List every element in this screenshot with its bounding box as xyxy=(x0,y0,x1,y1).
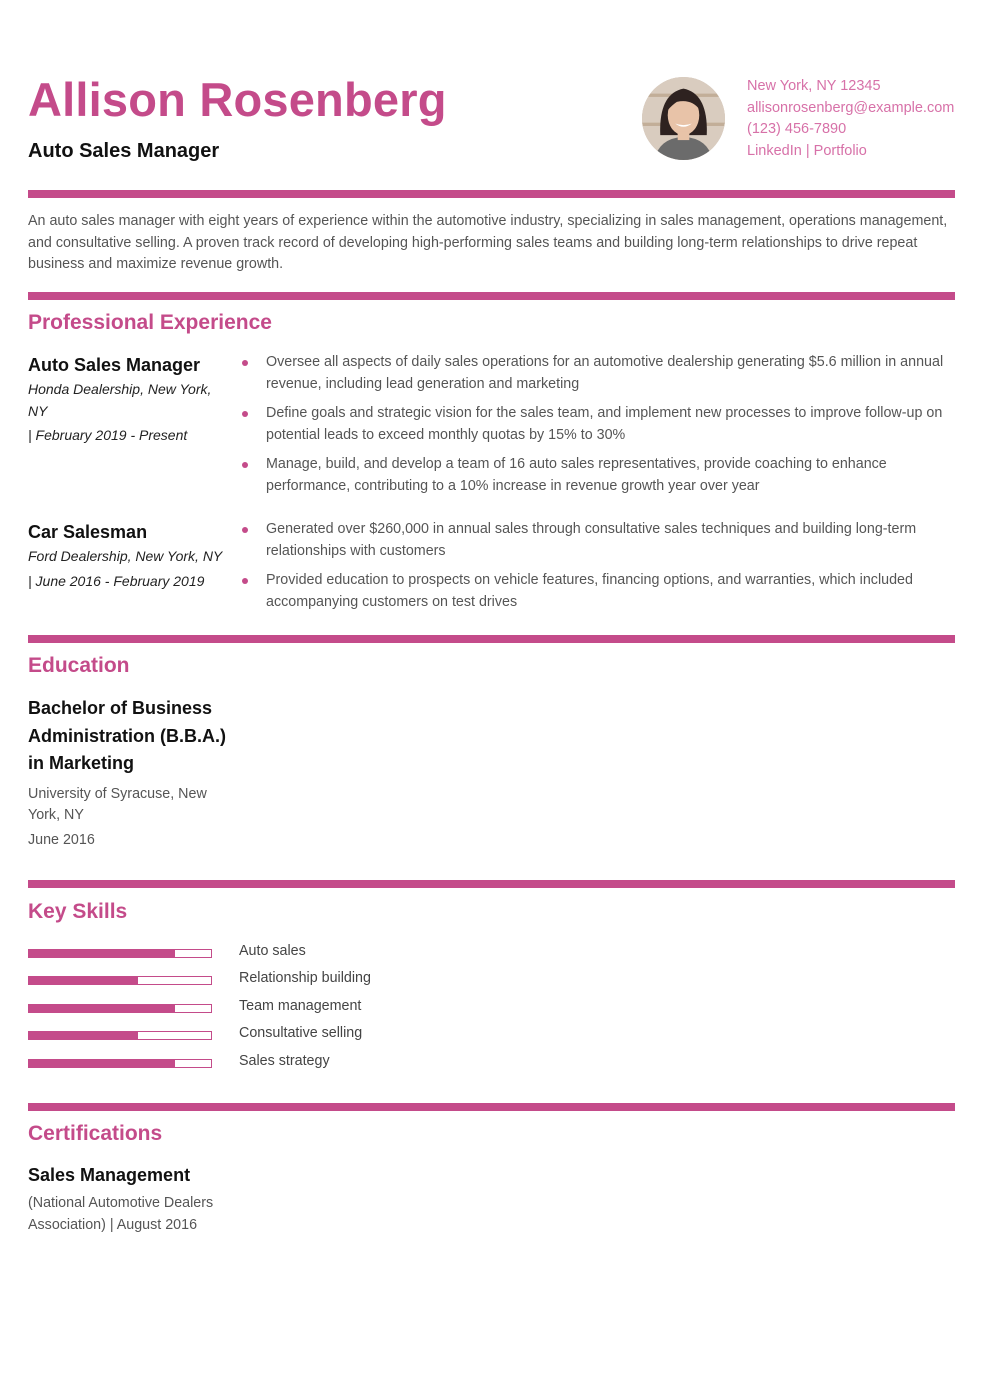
bullet-icon xyxy=(242,462,248,468)
skill-level-fill xyxy=(29,1032,138,1039)
job-bullet xyxy=(242,352,958,395)
summary-text: An auto sales manager with eight years of experience within the automotive industry, specializing in sales management, operations management, and consultative selling. A proven track record of developing high-performing sales teams and building long-term relationships to drive repeat business and maximize revenue growth. xyxy=(28,213,948,272)
bullet-text: Provided education to prospects on vehicle features, financing options, and warranties, which included accompanying customers on test drives xyxy=(266,572,913,610)
skill-level-bar xyxy=(28,1059,212,1068)
job-bullet xyxy=(242,403,958,446)
contact-email[interactable]: allisonrosenberg@example.com xyxy=(747,99,955,116)
skill-item xyxy=(28,1054,428,1081)
job-bullet xyxy=(242,519,958,562)
education-degree: Bachelor of Business Administration (B.B.A.) in Marketing xyxy=(28,698,226,773)
job-title: Car Salesman xyxy=(28,522,148,542)
skills-heading: Key Skills xyxy=(28,900,128,923)
job-bullets xyxy=(242,352,958,505)
job-entry xyxy=(28,353,228,447)
certification-entry xyxy=(28,1163,228,1236)
candidate-title: Auto Sales Manager xyxy=(28,140,220,162)
bullet-text: Oversee all aspects of daily sales operations for an automotive dealership generating $5.6 million in annual revenue, including lead generation and marketing xyxy=(266,354,944,392)
section-divider xyxy=(28,880,955,888)
section-divider xyxy=(28,635,955,643)
skill-level-bar xyxy=(28,1031,212,1040)
skill-level-fill xyxy=(29,1005,175,1012)
job-bullet xyxy=(242,454,958,497)
skills-list xyxy=(28,944,428,1081)
skill-item xyxy=(28,971,428,998)
job-company: Ford Dealership, New York, NY xyxy=(28,548,223,564)
skill-label: Relationship building xyxy=(239,970,371,987)
contact-location: New York, NY 12345 xyxy=(747,78,881,94)
job-title: Auto Sales Manager xyxy=(28,355,201,375)
bullet-text: Generated over $260,000 in annual sales through consultative sales techniques and building long-term relationships with customers xyxy=(266,521,917,559)
profile-photo xyxy=(642,77,725,160)
section-divider xyxy=(28,292,955,300)
education-date: June 2016 xyxy=(28,831,95,848)
skill-level-fill xyxy=(29,1060,175,1067)
contact-info xyxy=(747,76,954,162)
skill-label: Consultative selling xyxy=(239,1025,363,1042)
section-divider xyxy=(28,190,955,198)
skill-label: Team management xyxy=(239,997,362,1014)
bullet-icon xyxy=(242,578,248,584)
skill-level-bar xyxy=(28,976,212,985)
bullet-icon xyxy=(242,411,248,417)
bullet-icon xyxy=(242,527,248,533)
skill-level-fill xyxy=(29,950,175,957)
contact-phone: (123) 456-7890 xyxy=(747,121,847,137)
certification-title: Sales Management xyxy=(28,1165,191,1185)
certification-detail: (National Automotive Dealers Association) | August 2016 xyxy=(28,1195,214,1233)
candidate-name: Allison Rosenberg xyxy=(28,73,447,126)
skill-level-bar xyxy=(28,1004,212,1013)
bullet-text: Define goals and strategic vision for the sales team, and implement new processes to improve follow-up on potential leads to exceed monthly quotas by 15% to 30% xyxy=(266,405,943,443)
skill-level-fill xyxy=(29,977,138,984)
education-heading: Education xyxy=(28,654,130,677)
job-bullets xyxy=(242,519,958,621)
skill-item xyxy=(28,999,428,1026)
contact-links[interactable]: LinkedIn | Portfolio xyxy=(747,142,867,159)
certifications-heading: Certifications xyxy=(28,1122,163,1145)
skill-item xyxy=(28,1026,428,1053)
job-entry xyxy=(28,520,228,592)
skill-label: Auto sales xyxy=(239,943,306,959)
skill-level-bar xyxy=(28,949,212,958)
experience-heading: Professional Experience xyxy=(28,311,272,334)
job-bullet xyxy=(242,570,958,613)
bullet-icon xyxy=(242,360,248,366)
profile-photo-icon xyxy=(642,77,725,160)
job-dates: | June 2016 - February 2019 xyxy=(28,572,205,589)
bullet-text: Manage, build, and develop a team of 16 auto sales representatives, provide coaching to enhance performance, contributing to a 10% increase in revenue growth year over year xyxy=(266,456,887,494)
skill-item xyxy=(28,944,428,971)
job-company: Honda Dealership, New York, NY xyxy=(28,381,212,419)
education-entry xyxy=(28,695,228,851)
education-school: University of Syracuse, New York, NY xyxy=(28,785,207,823)
job-dates: | February 2019 - Present xyxy=(28,427,188,443)
skill-label: Sales strategy xyxy=(239,1052,330,1069)
section-divider xyxy=(28,1103,955,1111)
